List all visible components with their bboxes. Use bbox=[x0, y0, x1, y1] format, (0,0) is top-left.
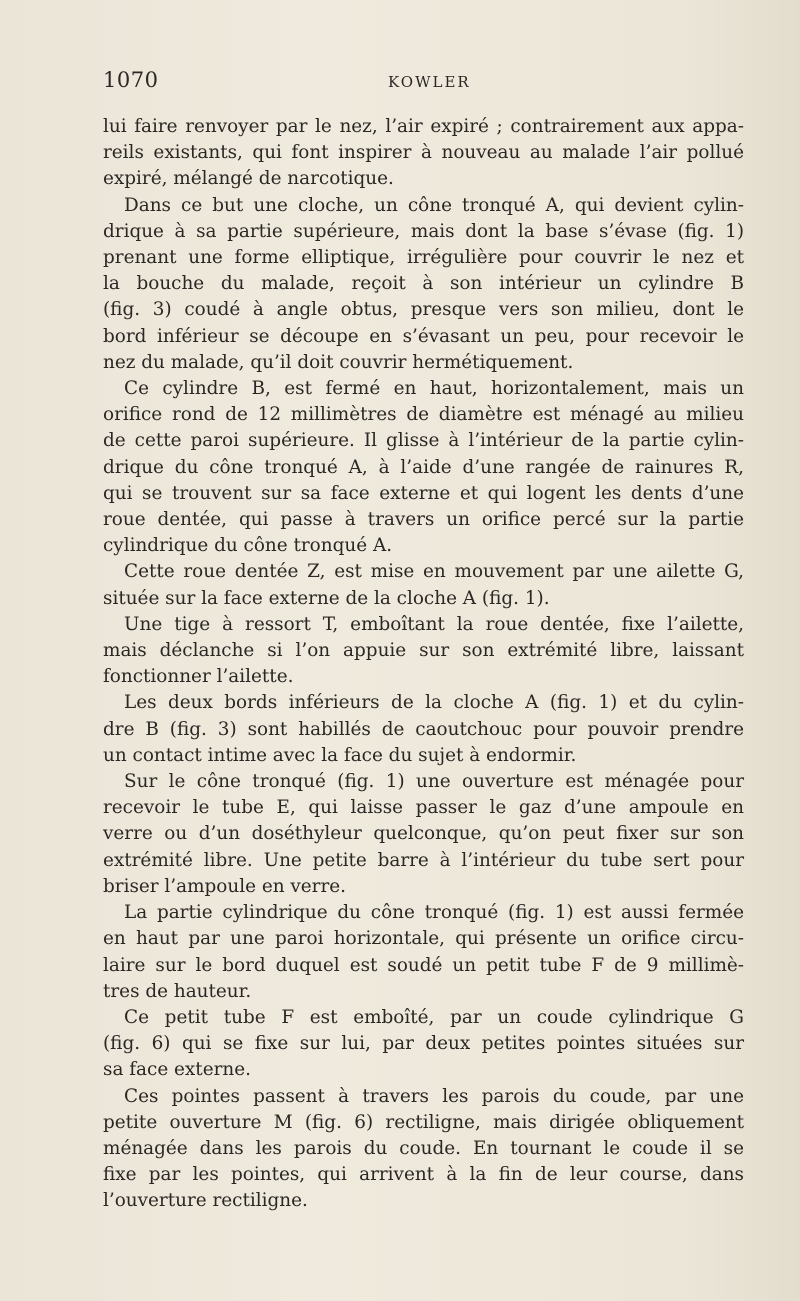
text-line: recevoir le tube E, qui laisse passer le gaz d’une ampoule en bbox=[103, 797, 744, 819]
text-line: expiré, mélangé de narcotique. bbox=[103, 168, 394, 190]
text-line: Une tige à ressort T, emboîtant la roue dentée, fixe l’ailette, bbox=[124, 613, 744, 635]
text-line: nez du malade, qu’il doit couvrir hermétiquement. bbox=[103, 351, 574, 373]
text-line: drique du cône tronqué A, à l’aide d’une rangée de rainures R, bbox=[103, 456, 744, 478]
text-line: Les deux bords inférieurs de la cloche A (fig. 1) et du cylin- bbox=[124, 692, 744, 714]
text-line: prenant une forme elliptique, irrégulière pour couvrir le nez et bbox=[103, 247, 744, 269]
text-line: située sur la face externe de la cloche A (fig. 1). bbox=[103, 587, 550, 609]
text-line: lui faire renvoyer par le nez, l’air expiré ; contrairement aux appa- bbox=[103, 116, 744, 137]
text-line: Ce cylindre B, est fermé en haut, horizontalement, mais un bbox=[124, 378, 744, 400]
text-line: Ce petit tube F est emboîté, par un coude cylindrique G bbox=[124, 1006, 744, 1028]
body-text bbox=[103, 114, 744, 1215]
text-line: Sur le cône tronqué (fig. 1) une ouverture est ménagée pour bbox=[124, 771, 744, 793]
text-line: Cette roue dentée Z, est mise en mouvement par une ailette G, bbox=[124, 561, 744, 583]
text-line: petite ouverture M (fig. 6) rectiligne, mais dirigée obliquement bbox=[103, 1111, 744, 1133]
page-number: 1070 bbox=[103, 68, 159, 92]
text-line: fixe par les pointes, qui arrivent à la fin de leur course, dans bbox=[103, 1164, 744, 1186]
text-line: sa face externe. bbox=[103, 1059, 251, 1081]
text-line: un contact intime avec la face du sujet à endormir. bbox=[103, 744, 577, 766]
text-line: laire sur le bord duquel est soudé un petit tube F de 9 millimè- bbox=[103, 954, 744, 976]
text-line: La partie cylindrique du cône tronqué (fig. 1) est aussi fermée bbox=[124, 902, 744, 924]
text-line: en haut par une paroi horizontale, qui présente un orifice circu- bbox=[103, 928, 744, 950]
text-line: briser l’ampoule en verre. bbox=[103, 875, 346, 897]
text-line: verre ou d’un doséthyleur quelconque, qu’on peut fixer sur son bbox=[103, 823, 744, 845]
running-head bbox=[0, 0, 800, 110]
text-line: l’ouverture rectiligne. bbox=[103, 1190, 308, 1212]
running-head-title: KOWLER bbox=[388, 73, 471, 91]
text-line: (fig. 6) qui se fixe sur lui, par deux petites pointes situées sur bbox=[103, 1033, 744, 1055]
text-line: Dans ce but une cloche, un cône tronqué A, qui devient cylin- bbox=[124, 194, 744, 216]
text-line: cylindrique du cône tronqué A. bbox=[103, 535, 393, 557]
text-line: bord inférieur se découpe en s’évasant un peu, pour recevoir le bbox=[103, 325, 744, 347]
text-line: drique à sa partie supérieure, mais dont la base s’évase (fig. 1) bbox=[103, 220, 744, 242]
text-line: (fig. 3) coudé à angle obtus, presque vers son milieu, dont le bbox=[103, 299, 744, 321]
text-line: la bouche du malade, reçoit à son intérieur un cylindre B bbox=[103, 273, 744, 295]
text-line: dre B (fig. 3) sont habillés de caoutchouc pour pouvoir prendre bbox=[103, 718, 744, 740]
text-line: roue dentée, qui passe à travers un orifice percé sur la partie bbox=[103, 509, 744, 531]
text-line: extrémité libre. Une petite barre à l’intérieur du tube sert pour bbox=[103, 849, 744, 871]
text-line: qui se trouvent sur sa face externe et qui logent les dents d’une bbox=[103, 482, 744, 504]
text-line: de cette paroi supérieure. Il glisse à l’intérieur de la partie cylin- bbox=[103, 430, 744, 452]
text-line: ménagée dans les parois du coude. En tournant le coude il se bbox=[103, 1137, 744, 1159]
text-line: orifice rond de 12 millimètres de diamètre est ménagé au milieu bbox=[103, 404, 744, 426]
text-line: tres de hauteur. bbox=[103, 980, 252, 1002]
text-line: reils existants, qui font inspirer à nouveau au malade l’air pollué bbox=[103, 142, 744, 164]
text-line: Ces pointes passent à travers les parois du coude, par une bbox=[124, 1085, 744, 1107]
text-line: mais déclanche si l’on appuie sur son extrémité libre, laissant bbox=[103, 640, 744, 662]
text-line: fonctionner l’ailette. bbox=[103, 666, 294, 688]
